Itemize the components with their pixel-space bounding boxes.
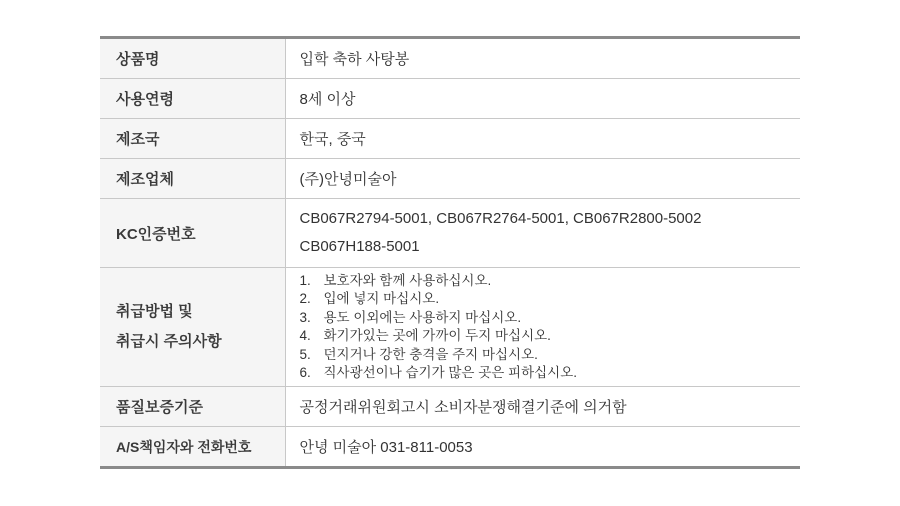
kc-label: KC인증번호: [100, 199, 285, 268]
care-item: [300, 290, 801, 309]
care-label-line-2: 취급시 주의사항: [116, 333, 222, 350]
care-item: [300, 327, 801, 346]
care-item-text: 화기가있는 곳에 가까이 두지 마십시오.: [323, 328, 551, 343]
care-item-text: 용도 이외에는 사용하지 마십시오.: [323, 309, 522, 325]
care-value: [285, 268, 800, 387]
maker-value: (주)안녕미술아: [285, 159, 800, 199]
care-item: [300, 309, 801, 328]
maker-label: 제조업체: [100, 159, 285, 199]
product-name-value: 입학 축하 사탕봉: [299, 51, 410, 68]
age-label: 사용연령: [100, 79, 285, 119]
row-maker: [100, 159, 800, 199]
as-contact-value: 안녕 미술아 031-811-0053: [285, 427, 800, 468]
country-label: 제조국: [100, 119, 285, 159]
row-quality: [100, 387, 800, 427]
row-age: [100, 79, 800, 119]
care-item-text: 던지거나 강한 충격을 주지 마십시오.: [323, 346, 538, 362]
quality-label: 품질보증기준: [100, 387, 285, 427]
row-product-name: [100, 38, 800, 79]
kc-value: [285, 199, 800, 268]
care-list: [300, 272, 801, 383]
as-contact-label: A/S책임자와 전화번호: [100, 427, 285, 468]
care-item-number: 4.: [299, 328, 311, 343]
row-as-contact: [100, 427, 800, 468]
product-name-label: 상품명: [100, 38, 285, 79]
care-item-text: 입에 넣지 마십시오.: [323, 291, 440, 306]
care-item-text: 보호자와 함께 사용하십시오.: [323, 272, 492, 288]
quality-value: 공정거래위원회고시 소비자분쟁해결기준에 의거함: [285, 387, 800, 427]
row-country: [100, 119, 800, 159]
care-item: [300, 364, 801, 383]
country-value: 한국, 중국: [285, 119, 800, 159]
care-item-number: 5.: [299, 346, 311, 362]
care-item: [300, 272, 801, 291]
care-item-number: 3.: [299, 309, 311, 325]
row-kc-certification: [100, 199, 800, 268]
care-label: [100, 268, 285, 387]
care-label-line-1: 취급방법 및: [116, 303, 193, 320]
kc-line-1: CB067R2794-5001, CB067R2764-5001, CB067R2800-5002: [299, 210, 702, 227]
product-info-table: [100, 36, 800, 469]
care-item-number: 6.: [299, 365, 311, 380]
care-item-number: 1.: [299, 272, 311, 288]
care-item-number: 2.: [299, 291, 311, 306]
care-item-text: 직사광선이나 습기가 많은 곳은 피하십시오.: [323, 365, 577, 380]
age-value: 8세 이상: [285, 79, 800, 119]
kc-line-2: CB067H188-5001: [299, 238, 420, 255]
row-care-instructions: [100, 268, 800, 387]
care-item: [300, 346, 801, 365]
